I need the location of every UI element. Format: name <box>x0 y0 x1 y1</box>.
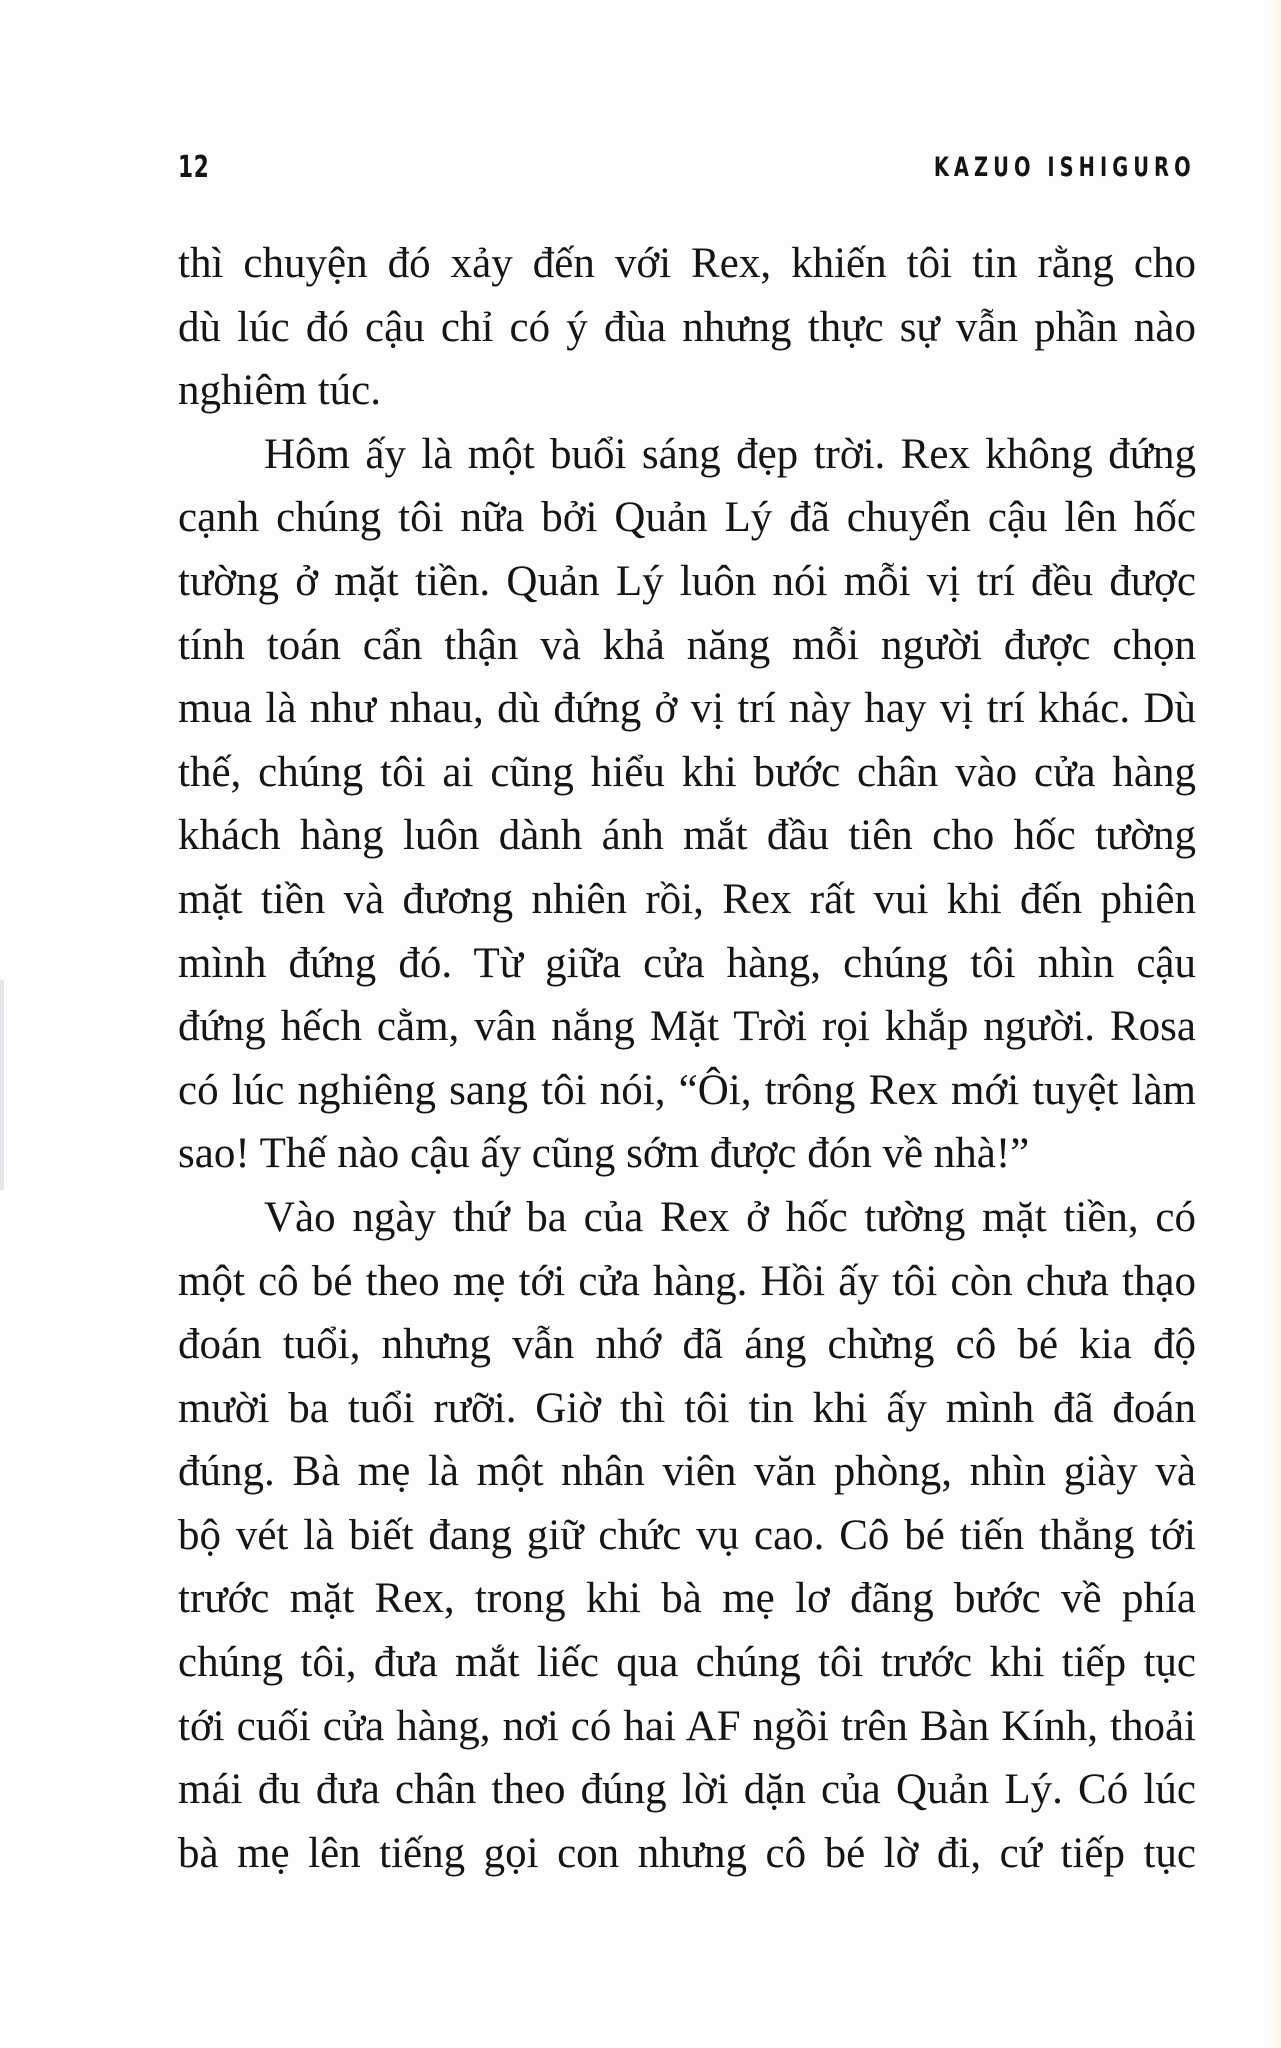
text-line: đúng. Bà mẹ là một nhân viên văn phòng, nhìn giày và <box>178 1448 1196 1496</box>
text-line: mình đứng đó. Từ giữa cửa hàng, chúng tôi nhìn cậu <box>178 939 1196 987</box>
text-line: dù lúc đó cậu chỉ có ý đùa nhưng thực sự vẫn phần nào <box>178 303 1196 351</box>
text-line: đoán tuổi, nhưng vẫn nhớ đã áng chừng cô bé kia độ <box>178 1321 1196 1369</box>
text-line: bộ vét là biết đang giữ chức vụ cao. Cô bé tiến thẳng tới <box>178 1511 1196 1559</box>
body-text <box>178 232 1196 1885</box>
text-line: nghiêm túc. <box>178 367 382 415</box>
text-line: tới cuối cửa hàng, nơi có hai AF ngồi trên Bàn Kính, thoải <box>178 1702 1196 1750</box>
author-name: KAZUO ISHIGURO <box>934 152 1196 183</box>
text-line: tường ở mặt tiền. Quản Lý luôn nói mỗi vị trí đều được <box>178 557 1196 605</box>
page-edge-strip <box>1271 0 1281 2048</box>
text-line: mặt tiền và đương nhiên rồi, Rex rất vui khi đến phiên <box>178 875 1196 923</box>
text-line: trước mặt Rex, trong khi bà mẹ lơ đãng bước về phía <box>178 1575 1196 1623</box>
text-line: cạnh chúng tôi nữa bởi Quản Lý đã chuyển cậu lên hốc <box>178 494 1196 542</box>
running-header <box>178 150 1196 190</box>
text-line: thế, chúng tôi ai cũng hiểu khi bước chân vào cửa hàng <box>178 748 1196 796</box>
text-line: bà mẹ lên tiếng gọi con nhưng cô bé lờ đi, cứ tiếp tục <box>178 1829 1196 1877</box>
scan-edge-shadow <box>0 980 4 1190</box>
text-line: mái đu đưa chân theo đúng lời dặn của Quản Lý. Có lúc <box>178 1766 1196 1814</box>
text-line: Hôm ấy là một buổi sáng đẹp trời. Rex không đứng <box>264 430 1196 478</box>
text-line: khách hàng luôn dành ánh mắt đầu tiên cho hốc tường <box>178 812 1196 860</box>
page-number: 12 <box>178 150 210 185</box>
text-line: chúng tôi, đưa mắt liếc qua chúng tôi trước khi tiếp tục <box>178 1639 1196 1687</box>
text-line: Vào ngày thứ ba của Rex ở hốc tường mặt tiền, có <box>264 1193 1196 1241</box>
text-line: tính toán cẩn thận và khả năng mỗi người được chọn <box>178 621 1196 669</box>
text-line: đứng hếch cằm, vân nắng Mặt Trời rọi khắp người. Rosa <box>178 1003 1196 1051</box>
text-line: một cô bé theo mẹ tới cửa hàng. Hồi ấy tôi còn chưa thạo <box>178 1257 1196 1305</box>
text-line: có lúc nghiêng sang tôi nói, “Ôi, trông Rex mới tuyệt làm <box>178 1066 1196 1114</box>
text-line: mười ba tuổi rưỡi. Giờ thì tôi tin khi ấy mình đã đoán <box>178 1384 1196 1432</box>
text-line: thì chuyện đó xảy đến với Rex, khiến tôi tin rằng cho <box>178 240 1196 287</box>
text-line: sao! Thế nào cậu ấy cũng sớm được đón về nhà!” <box>178 1130 1030 1178</box>
text-line: mua là như nhau, dù đứng ở vị trí này hay vị trí khác. Dù <box>178 685 1196 733</box>
